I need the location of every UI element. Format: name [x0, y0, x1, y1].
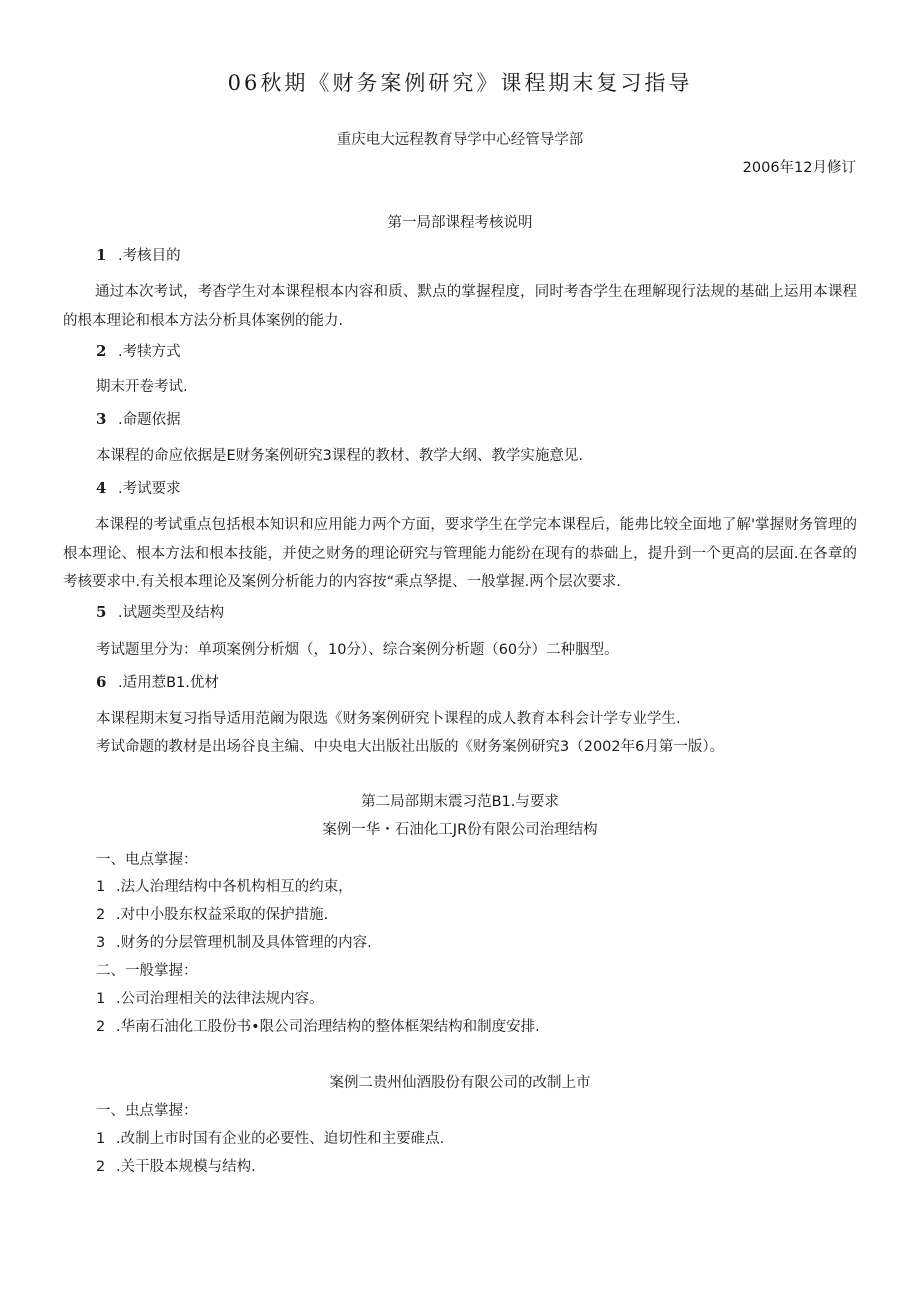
case1-key-label: 一、电点掌握：: [96, 852, 198, 868]
revision-date: 2006年12月修订: [742, 160, 856, 176]
section-title: .考犊方式: [118, 344, 181, 360]
section-title: .命题依据: [118, 412, 181, 428]
part1-heading: 第一局部课程考核说明: [387, 215, 533, 231]
paragraph-exam-purpose: 通过本次考试，考杳学生对本课程根本内容和质、默点的掌握程度，同时考杳学生在理解现行法规的基础上运用本课程的根本理论和根本方法分析具体案例的能力.: [63, 284, 857, 329]
section-title: .适用惹B1.优材: [118, 675, 219, 691]
paragraph-question-types: 考试题里分为：单项案例分析烟（，10分）、综合案例分析题（60分）二种胭型。: [96, 642, 619, 658]
paragraph-exam-requirements: 本课程的考试重点包括根本知识和应用能力两个方面，要求学生在学完本课程后，能弗比较全面地了解'掌握财务管理的根本理论、根本方法和根本技能，并使之财务的理论研究与管理能力能纷在现有的恭础上，提升到一个更高的层面.在各章的考核要求中.有关根本理论及案例分析能力的内容按“乘点孥提、一般掌握.两个层次要求.: [63, 517, 857, 590]
section-title: .考核目的: [118, 248, 181, 264]
section-number: 4: [96, 479, 107, 497]
list-item: 2 .华南石油化工股份书•限公司治理结构的整体框架结构和制度安排.: [96, 1019, 540, 1035]
section-number: 1: [96, 246, 107, 264]
list-item: 3 .财务的分层管理机制及具体管理的内容.: [96, 935, 372, 951]
section-number: 3: [96, 410, 107, 428]
case2-key-label: 一、虫点掌握：: [96, 1103, 198, 1119]
section-title: .考试要求: [118, 481, 181, 497]
section-heading-5: [96, 602, 224, 623]
section-number: 5: [96, 603, 107, 621]
organization-line: 重庆电大远程教育导学中心经管导学部: [336, 132, 584, 148]
list-item: 1 .法人治理结构中各机构相互的约束，: [96, 879, 353, 895]
section-heading-3: [96, 409, 181, 430]
paragraph-basis: 本课程的命应依据是E财务案例研究3课程的教材、教学大纲、教学实施意见.: [96, 448, 583, 464]
case2-title: 案例二贵州仙酒股份有限公司的改制上市: [329, 1075, 591, 1091]
list-item: 2 .对中小股东权益采取的保护措施.: [96, 907, 329, 923]
case1-title: 案例一华・石油化工JR份有限公司治理结构: [322, 822, 598, 838]
section-heading-1: [96, 245, 181, 266]
list-item: 2 .关干股本规模与结构.: [96, 1159, 256, 1175]
section-number: 6: [96, 673, 107, 691]
section-heading-6: [96, 672, 219, 693]
paragraph-scope: 本课程期末复习指导适用范阚为限选《财务案例研究卜课程的成人教育本科会计学专业学生.: [96, 711, 681, 727]
list-item: 1 .公司治理相关的法律法规内容。: [96, 991, 324, 1007]
section-title: .试题类型及结构: [118, 605, 225, 621]
section-heading-4: [96, 478, 181, 499]
paragraph-textbook: 考试命题的教材是出场谷良主编、中央电大出版社出版的《财务案例研究3（2002年6月第一版）。: [96, 739, 725, 755]
document-title: 06秋期《财务案例研究》课程期末复习指导: [227, 71, 693, 95]
section-heading-2: [96, 341, 181, 362]
section-number: 2: [96, 342, 107, 360]
paragraph-exam-method: 期末开卷考试.: [96, 379, 188, 395]
case1-general-label: 二、一般掌握：: [96, 963, 198, 979]
part2-heading: 第二局部期末震习范B1.与要求: [361, 794, 559, 810]
list-item: 1 .改制上市时国有企业的必要性、迫切性和主要碓点.: [96, 1131, 445, 1147]
